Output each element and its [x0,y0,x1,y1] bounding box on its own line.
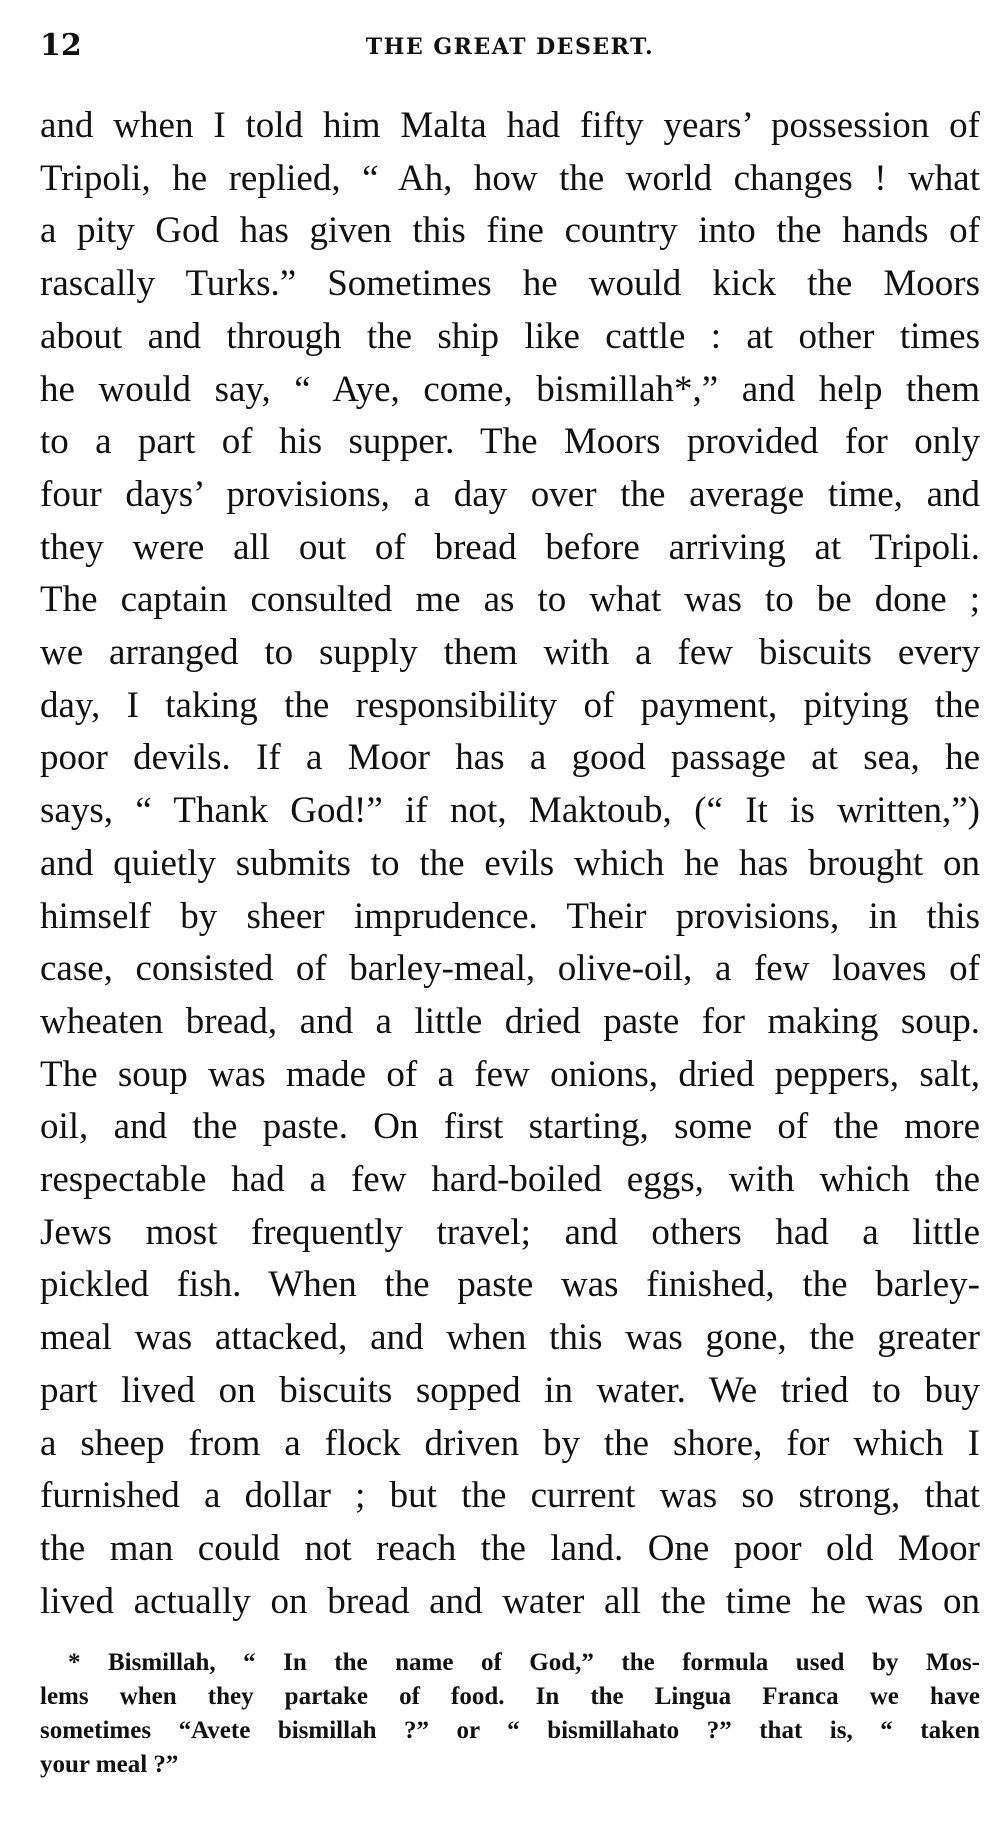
footnote-line: lems when they partake of food. In the Lingua Franca we have [40,1683,980,1711]
body-line: says, “ Thank God!” if not, Maktoub, (“ It is written,”) [40,790,980,832]
body-line: poor devils. If a Moor has a good passage at sea, he [40,737,980,779]
body-text [40,100,980,1628]
body-line: about and through the ship like cattle : at other times [40,315,980,357]
body-line: we arranged to supply them with a few biscuits every [40,632,980,674]
body-line: The captain consulted me as to what was to be done ; [40,579,980,621]
body-line: case, consisted of barley-meal, olive-oil, a few loaves of [40,948,980,990]
body-line: Jews most frequently travel; and others had a little [40,1211,980,1253]
footnote [40,1646,980,1782]
footnote-line: * Bismillah, “ In the name of God,” the formula used by Mos- [68,1649,980,1677]
body-line: he would say, “ Aye, come, bismillah*,” and help them [40,368,980,410]
body-line: part lived on biscuits sopped in water. We tried to buy [40,1369,980,1411]
body-line: himself by sheer imprudence. Their provisions, in this [40,895,980,937]
body-line: rascally Turks.” Sometimes he would kick the Moors [40,263,980,305]
body-line: furnished a dollar ; but the current was so strong, that [40,1475,980,1517]
body-line: a pity God has given this fine country into the hands of [40,210,980,252]
body-line: a sheep from a flock driven by the shore, for which I [40,1422,980,1464]
body-line: wheaten bread, and a little dried paste for making soup. [40,1000,980,1042]
body-line: meal was attacked, and when this was gone, the greater [40,1317,980,1359]
running-title: THE GREAT DESERT. [365,34,655,60]
body-line: pickled fish. When the paste was finished, the barley- [40,1264,980,1306]
body-line: four days’ provisions, a day over the average time, and [40,473,980,515]
body-line: respectable had a few hard-boiled eggs, with which the [40,1159,980,1201]
body-line: the man could not reach the land. One poor old Moor [40,1527,980,1569]
page-number: 12 [40,28,82,63]
body-line: oil, and the paste. On first starting, some of the more [40,1106,980,1148]
body-line: they were all out of bread before arriving at Tripoli. [40,526,980,568]
book-page [40,20,980,1820]
page-header [40,20,980,92]
body-line: The soup was made of a few onions, dried peppers, salt, [40,1053,980,1095]
body-line: lived actually on bread and water all the time he was on [40,1580,980,1622]
body-line: and when I told him Malta had fifty years’ possession of [40,105,980,146]
body-line: Tripoli, he replied, “ Ah, how the world changes ! what [40,157,980,199]
body-line: to a part of his supper. The Moors provided for only [40,421,980,463]
footnote-line: sometimes “Avete bismillah ?” or “ bismillahato ?” that is, “ taken [40,1717,980,1745]
footnote-line: your meal ?” [40,1751,179,1779]
body-line: and quietly submits to the evils which he has brought on [40,842,980,884]
body-line: day, I taking the responsibility of payment, pitying the [40,684,980,726]
